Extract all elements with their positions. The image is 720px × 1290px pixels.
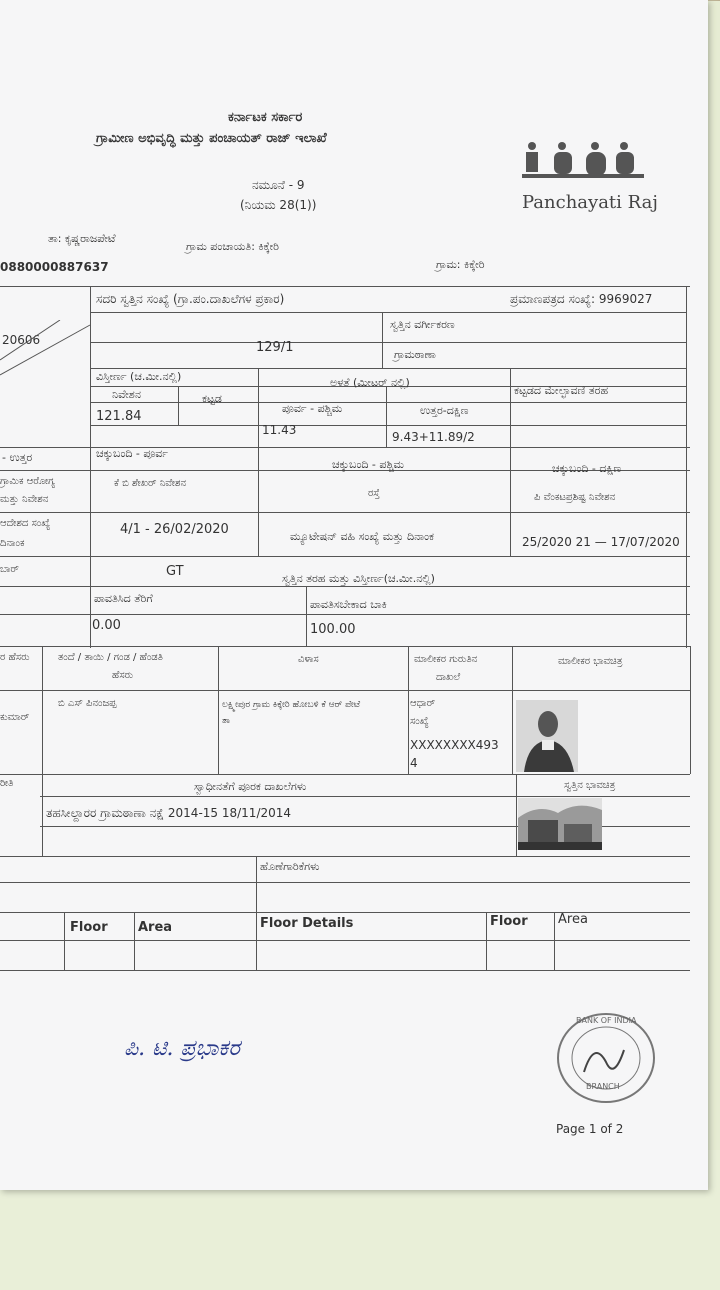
- owner-photo: [516, 700, 578, 772]
- owner-name-label: ರ ಹೆಸರು: [0, 652, 30, 663]
- rule-number: (ನಿಯಮ 28(1)): [240, 198, 317, 212]
- tax-paid-label: ಪಾವತಿಸಿದ ತೆರಿಗೆ: [94, 592, 153, 605]
- gramathana: ಗ್ರಾಮಠಾಣಾ: [394, 348, 436, 361]
- property-number: 129/1: [256, 340, 294, 355]
- order-value: 4/1 - 26/02/2020: [120, 522, 229, 537]
- id-number: 0880000887637: [0, 260, 109, 274]
- father-label-2: ಹೆಸರು: [112, 670, 134, 681]
- owner-photo-label: ಮಾಲೀಕರ ಭಾವಚಿತ್ರ: [558, 656, 623, 667]
- property-photo-label: ಸ್ವತ್ತಿನ ಭಾವಚಿತ್ರ: [564, 780, 616, 791]
- mutation-label: ಮ್ಯೂಟೇಷನ್ ವಹಿ ಸಂಖ್ಯೆ ಮತ್ತು ದಿನಾಂಕ: [290, 530, 434, 543]
- stamp-text-bottom: BRANCH: [586, 1082, 620, 1091]
- gram-panchayat: ಗ್ರಾಮ ಪಂಚಾಯತಿ: ಕಿಕ್ಕೇರಿ: [186, 240, 279, 253]
- site-label: ನಿವೇಶನ: [112, 388, 141, 401]
- left-code: 20606: [2, 333, 41, 347]
- id-type-2: ಸಂಖ್ಯೆ: [410, 716, 429, 727]
- ew-label: ಪೂರ್ವ - ಪಶ್ಚಿಮ: [282, 402, 343, 415]
- logo-figures-icon: [520, 138, 650, 188]
- property-photo: [518, 798, 602, 850]
- floor-details-header: Floor Details: [260, 916, 354, 931]
- father-label-1: ತಂದೆ / ತಾಯಿ / ಗಂಡ / ಹೆಂಡತಿ: [58, 652, 163, 663]
- taluk: ತಾ: ಕೃಷ್ಣರಾಜಪೇಟೆ: [48, 232, 116, 245]
- tax-due-value: 100.00: [310, 622, 356, 637]
- north-label: - ಉತ್ತರ: [2, 451, 33, 464]
- owner-name-value: ಕುಮಾರ್: [0, 712, 30, 723]
- east-value: ಕೆ ಬಿ ಶೇಖರ್ ನಿವೇಶನ: [114, 478, 187, 489]
- logo-text: Panchayati Raj: [522, 192, 658, 213]
- strike-lines-icon: [0, 320, 100, 380]
- docs-label: ಸ್ವಾಧೀನತೆಗೆ ಪೂರಕ ದಾಖಲೆಗಳು: [194, 780, 307, 793]
- father-value: ಬಿ ಎಸ್ ಪಿನಂಜಪ್ಪ: [58, 698, 117, 709]
- id-label-1: ಮಾಲೀಕರ ಗುರುತಿನ: [414, 654, 478, 665]
- signature: ಪಿ. ಟಿ. ಪ್ರಭಾಕರ: [124, 1036, 240, 1061]
- tax-paid-value: 0.00: [92, 618, 121, 633]
- address-value-2: ತಾ: [222, 716, 230, 726]
- village: ಗ್ರಾಮ: ಕಿಕ್ಕೇರಿ: [436, 258, 485, 271]
- dims-label: ಅಳತೆ (ಮೀಟರ್ ನಲ್ಲಿ): [330, 376, 410, 389]
- id-label-2: ದಾಖಲೆ: [436, 672, 461, 683]
- building-label: ಕಟ್ಟಡ: [202, 392, 222, 405]
- page-number: Page 1 of 2: [556, 1122, 624, 1136]
- west-label: ಚಕ್ಕುಬಂದಿ - ಪಶ್ಚಿಮ: [332, 458, 405, 471]
- east-label: ಚಕ್ಕುಬಂದಿ - ಪೂರ್ವ: [96, 447, 169, 460]
- docs-left-label: ರೀತಿ: [0, 778, 14, 789]
- site-area: 121.84: [96, 409, 142, 424]
- floor-header-2: Floor: [490, 914, 528, 929]
- area-label: ವಿಸ್ತೀರ್ಣ (ಚ.ಮೀ.ನಲ್ಲಿ): [96, 370, 182, 383]
- ns-label: ಉತ್ತರ-ದಕ್ಷಿಣ: [420, 404, 469, 417]
- id-type-1: ಆಧಾರ್: [410, 698, 436, 709]
- order-label-1: ಆದೇಶದ ಸಂಖ್ಯೆ: [0, 518, 51, 529]
- west-value: ರಸ್ತೆ: [368, 488, 380, 499]
- address-value-1: ಲಕ್ಷ್ಮೀಪುರ ಗ್ರಾಮ ಕಿಕ್ಕೇರಿ ಹೋಬಳಿ ಕೆ ಆರ್ ಪೇಟೆ: [222, 700, 361, 710]
- type-value: GT: [166, 564, 184, 579]
- id-value-1: XXXXXXXX493: [410, 738, 499, 752]
- ns-value: 9.43+11.89/2: [392, 430, 475, 444]
- order-label-2: ದಿನಾಂಕ: [0, 538, 25, 549]
- liabilities-label: ಹೊಣೆಗಾರಿಕೆಗಳು: [260, 860, 320, 873]
- dept-title: ಗ್ರಾಮೀಣ ಅಭಿವೃದ್ಧಿ ಮತ್ತು ಪಂಚಾಯತ್ ರಾಜ್ ಇಲಾಖೆ: [96, 131, 327, 146]
- mutation-value: 25/2020 21 — 17/07/2020: [522, 535, 680, 549]
- area-header-2: Area: [558, 912, 588, 927]
- certificate-number: ಪ್ರಮಾಣಪತ್ರದ ಸಂಖ್ಯೆ: 9969027: [510, 292, 653, 306]
- id-value-2: 4: [410, 756, 418, 770]
- floor-header: Floor: [70, 920, 108, 935]
- south-value: ಪಿ ವೆಂಕಟಪ್ರಶಿಷ್ಟ ನಿವೇಶನ: [534, 492, 616, 503]
- north-value-2: ಮತ್ತು ನಿವೇಶನ: [0, 494, 49, 505]
- panchayati-raj-logo: [520, 138, 650, 188]
- tax-due-label: ಪಾವತಿಸಬೇಕಾದ ಬಾಕಿ: [310, 598, 387, 611]
- type-label: ಬಾರ್: [0, 564, 19, 575]
- building-photo-icon: [518, 798, 602, 850]
- form-number: ನಮೂನೆ - 9: [252, 178, 305, 192]
- person-photo-icon: [516, 700, 578, 772]
- classification-label: ಸ್ವತ್ತಿನ ವರ್ಗೀಕರಣ: [390, 318, 455, 331]
- north-value-1: ಗ್ರಾಮಿಕ ಆರೋಗ್ಯ: [0, 476, 55, 487]
- ew-value: 11.43: [262, 423, 297, 437]
- type-right-label: ಸ್ವತ್ತಿನ ತರಹ ಮತ್ತು ವಿಸ್ತೀರ್ಣ(ಚ.ಮೀ.ನಲ್ಲಿ): [282, 572, 435, 585]
- govt-title: ಕರ್ನಾಟಕ ಸರ್ಕಾರ: [228, 110, 303, 125]
- docs-value: ತಹಸೀಲ್ದಾರರ ಗ್ರಾಮಠಾಣಾ ನಕ್ಷೆ 2014-15 18/11/2014: [46, 806, 292, 820]
- building-type-label: ಕಟ್ಟಡದ ಮೇಲ್ಛಾವಣಿ ತರಹ: [514, 384, 609, 397]
- address-label: ವಿಳಾಸ: [298, 654, 319, 665]
- stamp-text-top: BANK OF INDIA: [576, 1016, 637, 1025]
- south-label: ಚಕ್ಕುಬಂದಿ - ದಕ್ಷಿಣ: [552, 462, 622, 475]
- property-number-label: ಸದರಿ ಸ್ವತ್ತಿನ ಸಂಖ್ಯೆ (ಗ್ರಾ.ಪಂ.ದಾಖಲೆಗಳ ಪ್ರಕಾರ): [96, 292, 285, 306]
- area-header: Area: [138, 920, 173, 935]
